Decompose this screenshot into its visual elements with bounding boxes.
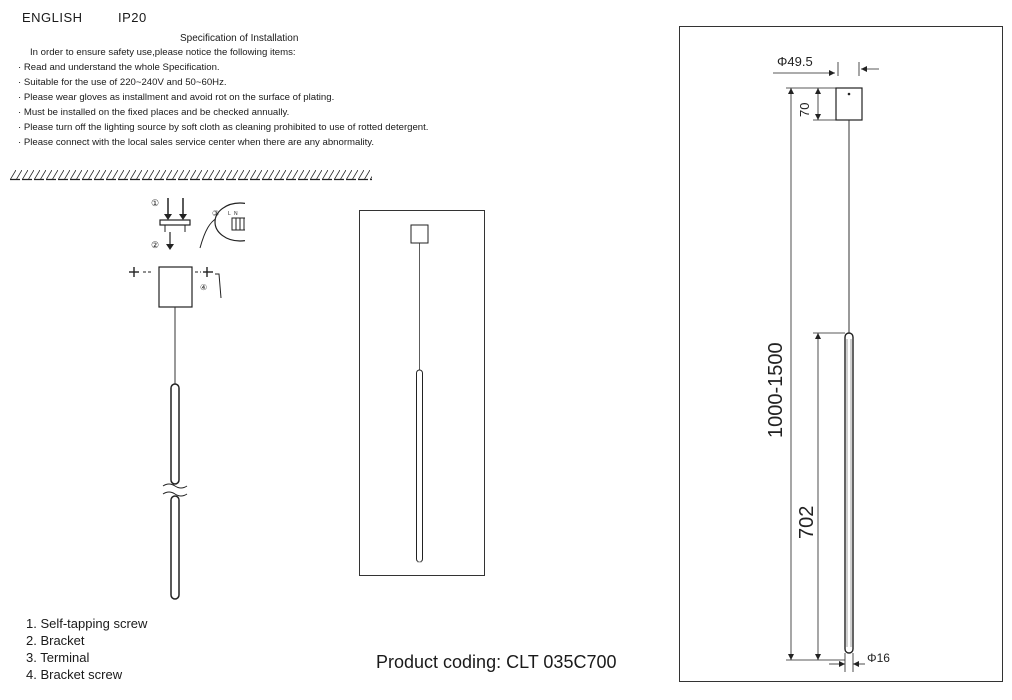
- dimension-drawing: [679, 26, 1004, 686]
- tube-length-label: 702: [796, 505, 818, 539]
- bracket-icon: [160, 220, 190, 232]
- screw-icon: [164, 198, 187, 220]
- installation-diagram: [115, 190, 245, 605]
- parts-list-item: 2. Bracket: [26, 633, 85, 648]
- parts-list-item: 3. Terminal: [26, 650, 90, 665]
- spec-item: · Must be installed on the fixed places and be checked annually.: [18, 107, 290, 118]
- canopy-diameter-label: Φ49.5: [777, 54, 813, 69]
- ip-rating-label: IP20: [118, 10, 147, 25]
- light-tube: [171, 384, 179, 484]
- callout-3: ③: [212, 209, 220, 218]
- spec-item: · Please connect with the local sales service center when there are any abnormality.: [18, 137, 375, 148]
- callout-1: ①: [151, 198, 160, 208]
- product-preview: [359, 210, 485, 576]
- terminal-detail-icon: [200, 203, 245, 248]
- spec-item: · Suitable for the use of 220~240V and 50~60Hz.: [18, 77, 227, 88]
- callout-2: ②: [151, 240, 160, 250]
- callout-4: ④: [200, 283, 208, 292]
- canopy: [159, 267, 192, 307]
- terminal-label: N: [234, 211, 238, 217]
- canopy: [411, 225, 428, 243]
- canopy-height-label: 70: [797, 102, 812, 117]
- ceiling-hatch: [10, 170, 372, 184]
- spec-item: · Please wear gloves as installment and avoid rot on the surface of plating.: [18, 92, 335, 103]
- parts-list-item: 1. Self-tapping screw: [26, 616, 148, 631]
- product-coding: Product coding: CLT 035C700: [376, 652, 617, 672]
- break-mark: [163, 484, 187, 496]
- parts-list-item: 4. Bracket screw: [26, 667, 123, 682]
- overall-length-label: 1000-1500: [765, 342, 787, 438]
- tube-diameter-label: Φ16: [867, 651, 890, 665]
- light-tube: [171, 496, 179, 599]
- spec-item: · Read and understand the whole Specification.: [18, 62, 220, 73]
- terminal-label: L: [228, 211, 231, 217]
- language-label: ENGLISH: [22, 10, 83, 25]
- light-tube: [845, 333, 853, 653]
- light-tube: [417, 370, 423, 562]
- spec-item: · Please turn off the lighting source by soft cloth as cleaning prohibited to use of rotted detergent.: [18, 122, 429, 133]
- spec-title: Specification of Installation: [180, 33, 299, 44]
- spec-intro: In order to ensure safety use,please notice the following items:: [30, 47, 296, 58]
